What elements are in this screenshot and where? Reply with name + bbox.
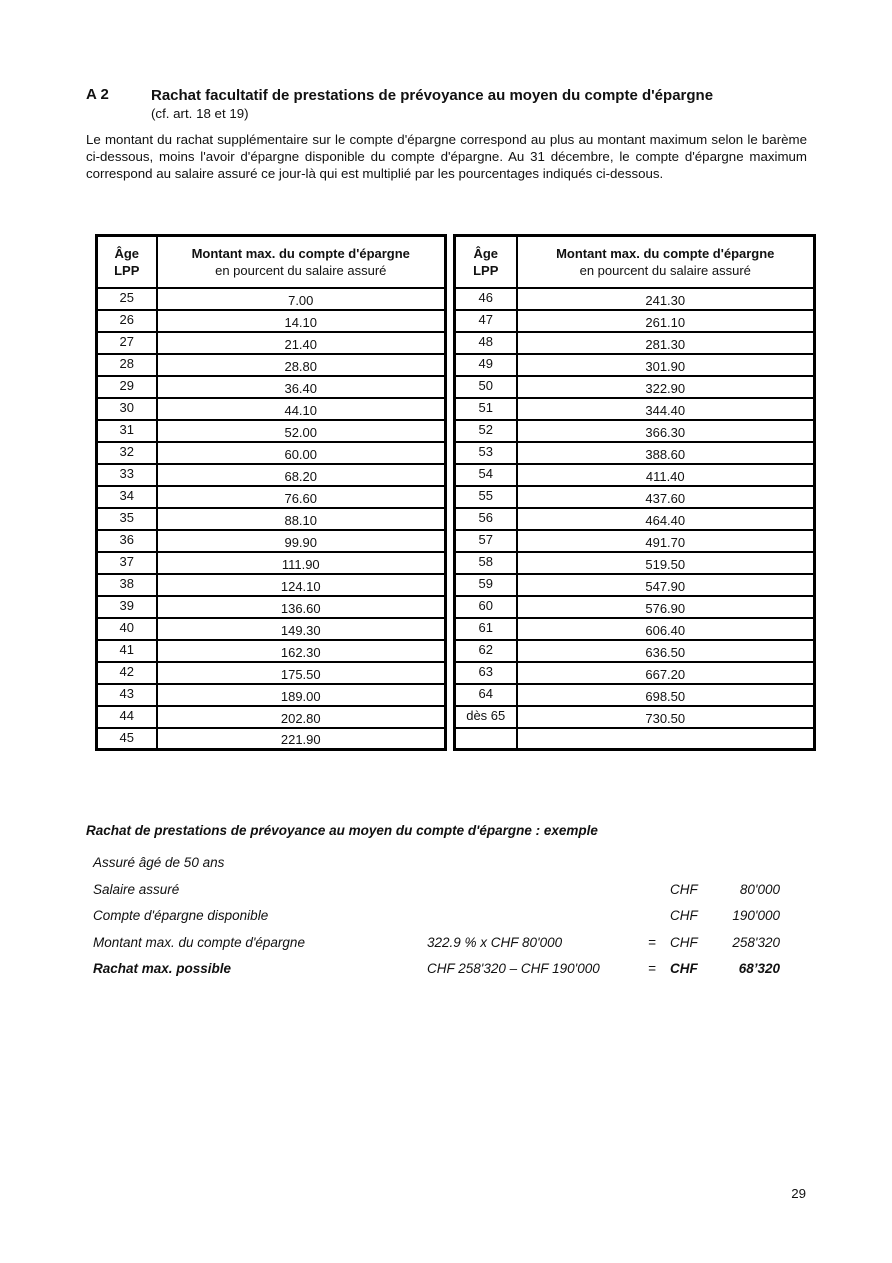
table-row: [455, 574, 815, 596]
age-cell: 41: [97, 640, 157, 662]
value-cell: 124.10: [157, 574, 446, 596]
intro-paragraph: Le montant du rachat supplémentaire sur le compte d'épargne correspond au plus au montant maximum selon le barème ci-dessous, moins l'avoir d'épargne disponible du compte d'épargne. Au 31 décembre, le compte d'épargne maximum correspond au salaire assuré ce jour-là qui est multiplié par les pourcentages indiqués ci-dessous.: [86, 132, 807, 181]
value-cell: 202.80: [157, 706, 446, 728]
example-label: Montant max. du compte d'épargne: [93, 934, 305, 950]
value-cell: 301.90: [517, 354, 815, 376]
age-cell: 45: [97, 728, 157, 750]
table-row: [97, 332, 446, 354]
age-cell: 63: [455, 662, 517, 684]
table-row: [455, 662, 815, 684]
table-row: [97, 618, 446, 640]
value-cell: 76.60: [157, 486, 446, 508]
example-amount: 190'000: [732, 908, 780, 923]
value-cell: 344.40: [517, 398, 815, 420]
value-cell: 28.80: [157, 354, 446, 376]
age-cell: 27: [97, 332, 157, 354]
table-row: [455, 310, 815, 332]
value-cell: 698.50: [517, 684, 815, 706]
example-amount: 68’320: [738, 961, 780, 976]
table-row: [455, 596, 815, 618]
example-row: [86, 961, 780, 988]
value-cell: 7.00: [157, 288, 446, 310]
table-row: [97, 376, 446, 398]
age-cell: [455, 728, 517, 750]
value-cell: 261.10: [517, 310, 815, 332]
table-row: [97, 684, 446, 706]
table-row: [455, 552, 815, 574]
table-row: [455, 640, 815, 662]
value-cell: 241.30: [517, 288, 815, 310]
value-cell: 88.10: [157, 508, 446, 530]
value-cell: 464.40: [517, 508, 815, 530]
value-cell: 149.30: [157, 618, 446, 640]
age-cell: 48: [455, 332, 517, 354]
example-row: [86, 935, 780, 962]
value-cell: 162.30: [157, 640, 446, 662]
example-amount: 258'320: [732, 934, 780, 950]
value-cell: 730.50: [517, 706, 815, 728]
table-header: [97, 236, 446, 288]
age-cell: 34: [97, 486, 157, 508]
table-header: [455, 236, 815, 288]
page-number: 29: [791, 1186, 806, 1201]
value-cell: 44.10: [157, 398, 446, 420]
age-column-header: Âge LPP: [97, 236, 157, 288]
table-row: [455, 706, 815, 728]
table-row: [455, 398, 815, 420]
table-row: [97, 596, 446, 618]
table-row: [97, 662, 446, 684]
age-cell: 33: [97, 464, 157, 486]
value-cell: 606.40: [517, 618, 815, 640]
example-amount: 80'000: [739, 881, 780, 897]
table-row: [97, 398, 446, 420]
savings-table-left: [95, 234, 447, 751]
table-row: [455, 420, 815, 442]
section-number: A 2: [86, 86, 109, 103]
page-title: Rachat facultatif de prestations de prévoyance au moyen du compte d'épargne: [151, 87, 714, 104]
table-row: [97, 420, 446, 442]
value-cell: 322.90: [517, 376, 815, 398]
example-label: Rachat max. possible: [93, 961, 232, 976]
table-row: [97, 464, 446, 486]
age-cell: 59: [455, 574, 517, 596]
value-cell: 60.00: [157, 442, 446, 464]
table-row: [97, 640, 446, 662]
example-row: [86, 855, 780, 882]
value-cell: 68.20: [157, 464, 446, 486]
value-cell: 547.90: [517, 574, 815, 596]
age-cell: 30: [97, 398, 157, 420]
value-cell: 175.50: [157, 662, 446, 684]
example-equals: =: [648, 934, 656, 950]
age-cell: 60: [455, 596, 517, 618]
example-currency: CHF: [670, 934, 698, 950]
table-row: [455, 508, 815, 530]
age-cell: 44: [97, 706, 157, 728]
table-row: [97, 706, 446, 728]
value-cell: 189.00: [157, 684, 446, 706]
age-cell: 29: [97, 376, 157, 398]
age-cell: 35: [97, 508, 157, 530]
age-cell: 32: [97, 442, 157, 464]
age-cell: 26: [97, 310, 157, 332]
age-cell: 53: [455, 442, 517, 464]
value-cell: 21.40: [157, 332, 446, 354]
amount-column-header: Montant max. du compte d'épargne en pourcent du salaire assuré: [517, 236, 815, 288]
age-cell: dès 65: [455, 706, 517, 728]
table-row: [97, 354, 446, 376]
example-currency: CHF: [670, 961, 698, 976]
value-cell: 52.00: [157, 420, 446, 442]
age-cell: 36: [97, 530, 157, 552]
example-rows: [86, 855, 780, 988]
age-cell: 28: [97, 354, 157, 376]
age-cell: 58: [455, 552, 517, 574]
table-row: [97, 442, 446, 464]
age-cell: 37: [97, 552, 157, 574]
table-row: [455, 288, 815, 310]
table-row: [97, 508, 446, 530]
age-cell: 38: [97, 574, 157, 596]
example-currency: CHF: [670, 881, 698, 897]
example-equals: =: [648, 961, 656, 976]
example-label: Assuré âgé de 50 ans: [93, 855, 225, 870]
age-cell: 40: [97, 618, 157, 640]
example-row: [86, 882, 780, 909]
page-subtitle: (cf. art. 18 et 19): [151, 106, 249, 121]
table-row: [97, 574, 446, 596]
age-cell: 39: [97, 596, 157, 618]
example-formula: CHF 258'320 – CHF 190'000: [427, 961, 600, 976]
example-heading: Rachat de prestations de prévoyance au moyen du compte d'épargne : exemple: [86, 823, 598, 838]
example-row: [86, 908, 780, 935]
title-block: [151, 86, 808, 123]
value-cell: 519.50: [517, 552, 815, 574]
table-row: [455, 376, 815, 398]
value-cell: 136.60: [157, 596, 446, 618]
table-row: [455, 442, 815, 464]
age-cell: 61: [455, 618, 517, 640]
table-row: [97, 288, 446, 310]
age-cell: 31: [97, 420, 157, 442]
amount-column-header: Montant max. du compte d'épargne en pourcent du salaire assuré: [157, 236, 446, 288]
value-cell: 667.20: [517, 662, 815, 684]
value-cell: 221.90: [157, 728, 446, 750]
value-cell: 99.90: [157, 530, 446, 552]
value-cell: 111.90: [157, 552, 446, 574]
age-cell: 56: [455, 508, 517, 530]
table-row: [455, 354, 815, 376]
age-cell: 64: [455, 684, 517, 706]
table-row: [455, 530, 815, 552]
age-cell: 43: [97, 684, 157, 706]
age-cell: 55: [455, 486, 517, 508]
table-row: [455, 486, 815, 508]
table-row: [97, 530, 446, 552]
age-cell: 51: [455, 398, 517, 420]
value-cell: [517, 728, 815, 750]
table-row: [97, 728, 446, 750]
age-cell: 49: [455, 354, 517, 376]
table-row: [455, 618, 815, 640]
example-label: Salaire assuré: [93, 881, 180, 897]
value-cell: 14.10: [157, 310, 446, 332]
age-column-header: Âge LPP: [455, 236, 517, 288]
table-row: [455, 464, 815, 486]
table-row: [455, 332, 815, 354]
age-cell: 46: [455, 288, 517, 310]
table-row: [455, 684, 815, 706]
table-row: [97, 552, 446, 574]
table-row: [97, 310, 446, 332]
example-label: Compte d'épargne disponible: [93, 908, 269, 923]
value-cell: 491.70: [517, 530, 815, 552]
value-cell: 576.90: [517, 596, 815, 618]
age-cell: 42: [97, 662, 157, 684]
table-row: [97, 486, 446, 508]
value-cell: 636.50: [517, 640, 815, 662]
age-cell: 57: [455, 530, 517, 552]
age-cell: 25: [97, 288, 157, 310]
age-cell: 54: [455, 464, 517, 486]
value-cell: 281.30: [517, 332, 815, 354]
value-cell: 437.60: [517, 486, 815, 508]
value-cell: 411.40: [517, 464, 815, 486]
value-cell: 388.60: [517, 442, 815, 464]
savings-table-right: [453, 234, 816, 751]
value-cell: 366.30: [517, 420, 815, 442]
age-cell: 62: [455, 640, 517, 662]
example-formula: 322.9 % x CHF 80'000: [427, 934, 563, 950]
age-cell: 50: [455, 376, 517, 398]
example-section: [86, 822, 780, 976]
example-currency: CHF: [670, 908, 698, 923]
age-cell: 52: [455, 420, 517, 442]
table-row: [455, 728, 815, 750]
value-cell: 36.40: [157, 376, 446, 398]
age-cell: 47: [455, 310, 517, 332]
